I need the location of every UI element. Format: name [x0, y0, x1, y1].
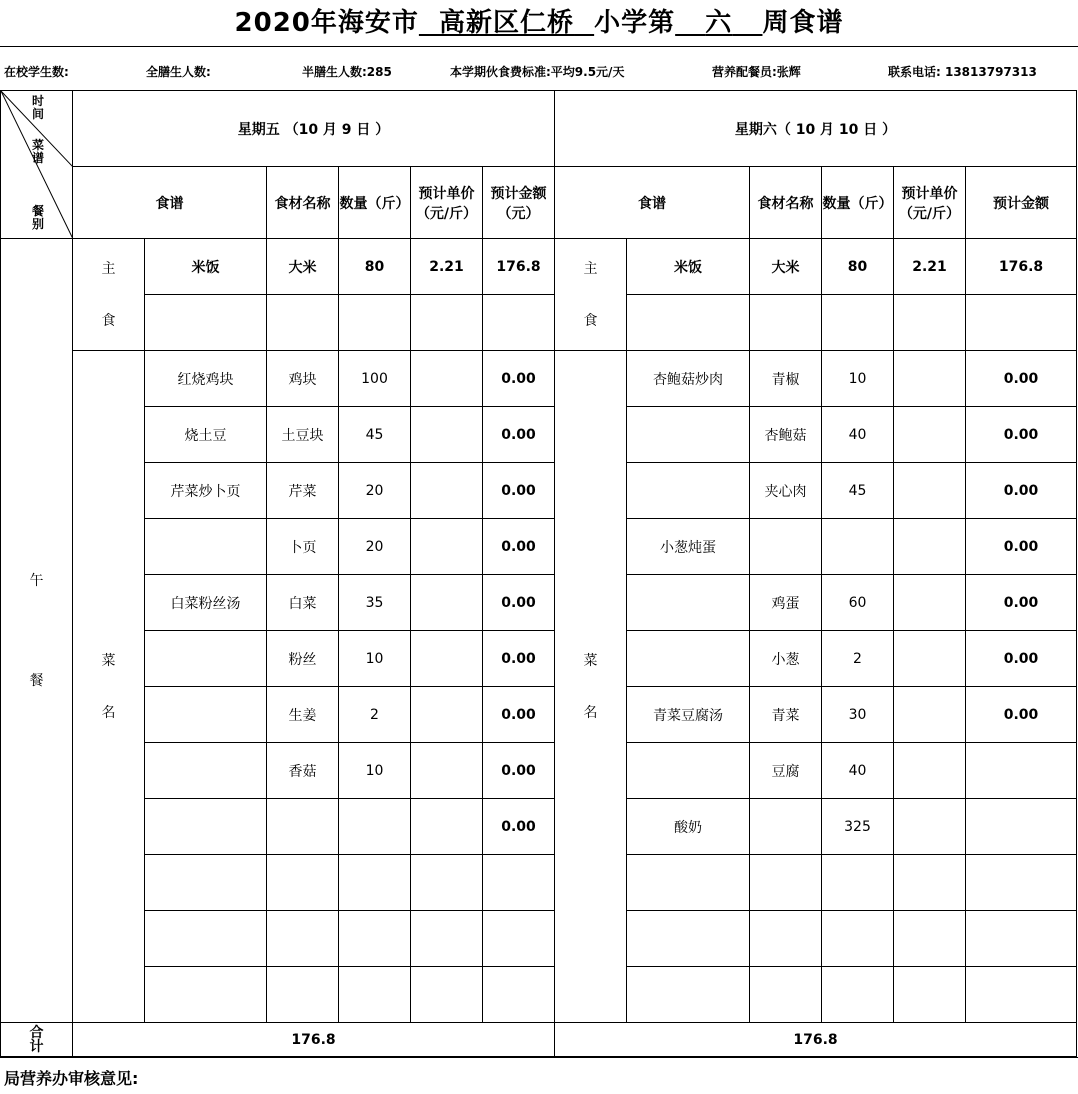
- dish-name: 白菜粉丝汤: [145, 575, 267, 631]
- unit-price: [411, 351, 483, 407]
- staple-label-day1-char: 食: [101, 312, 116, 329]
- amount: 0.00: [483, 407, 555, 463]
- total-label-char: 合: [29, 1024, 44, 1041]
- dishes-label-day1-char: 菜: [101, 652, 116, 669]
- unit-price: [411, 967, 483, 1023]
- amount: 0.00: [966, 407, 1077, 463]
- unit-price: [411, 463, 483, 519]
- dish-row: [1, 799, 1077, 855]
- staple-dish: 米饭: [145, 239, 267, 295]
- ingredient-name: 粉丝: [267, 631, 339, 687]
- ingredient-name: 青菜: [750, 687, 822, 743]
- amount: [966, 743, 1077, 799]
- dish-row: [1, 463, 1077, 519]
- ingredient-name: [267, 911, 339, 967]
- staple-label-day1: [73, 239, 145, 351]
- amount: 0.00: [483, 519, 555, 575]
- quantity: 40: [822, 743, 894, 799]
- amount: [483, 855, 555, 911]
- info-dietitian: 营养配餐员:张辉: [712, 65, 801, 79]
- dish-row: [1, 519, 1077, 575]
- staple-label-day2-char: 主: [583, 260, 598, 277]
- unit-price: [411, 855, 483, 911]
- day2-date: 星期六（ 10 月 10 日 ）: [555, 91, 1077, 167]
- title-suffix: 周食谱: [762, 8, 844, 38]
- title-school: 小学第: [594, 8, 676, 38]
- staple-row: [1, 239, 1077, 295]
- staple-ingredient: 大米: [750, 239, 822, 295]
- unit-price: [411, 407, 483, 463]
- staple-amount: 176.8: [966, 239, 1077, 295]
- dish-row: [1, 407, 1077, 463]
- amount: 0.00: [966, 351, 1077, 407]
- amount: 0.00: [483, 799, 555, 855]
- dish-row: [1, 687, 1077, 743]
- dish-name: [627, 463, 750, 519]
- quantity: [822, 967, 894, 1023]
- staple-qty: 80: [822, 239, 894, 295]
- ingredient-name: [267, 799, 339, 855]
- quantity: [822, 855, 894, 911]
- dish-name: [627, 631, 750, 687]
- unit-price: [894, 575, 966, 631]
- menu-table: [0, 90, 1077, 1057]
- dish-name: 红烧鸡块: [145, 351, 267, 407]
- dish-name: 小葱炖蛋: [627, 519, 750, 575]
- empty-cell: [822, 295, 894, 351]
- amount: [483, 911, 555, 967]
- dish-row: [1, 575, 1077, 631]
- quantity: 2: [339, 687, 411, 743]
- day1-header-amount: 预计金额（元）: [483, 167, 555, 239]
- ingredient-name: [750, 519, 822, 575]
- empty-cell: [627, 295, 750, 351]
- ingredient-name: 鸡蛋: [750, 575, 822, 631]
- quantity: [822, 519, 894, 575]
- dish-name: [627, 575, 750, 631]
- day1-header-price: 预计单价（元/斤）: [411, 167, 483, 239]
- info-bar: [0, 46, 1078, 91]
- info-phone: 联系电话: 13813797313: [888, 65, 1037, 79]
- quantity: 35: [339, 575, 411, 631]
- unit-price: [411, 799, 483, 855]
- ingredient-name: 白菜: [267, 575, 339, 631]
- lunch-label-char: 午: [29, 572, 44, 589]
- ingredient-name: 夹心肉: [750, 463, 822, 519]
- info-full-boarding: 全膳生人数:: [146, 65, 211, 79]
- dish-name: [627, 911, 750, 967]
- unit-price: [894, 743, 966, 799]
- day2-header-price: 预计单价（元/斤）: [894, 167, 966, 239]
- dish-name: [145, 967, 267, 1023]
- staple-amount: 176.8: [483, 239, 555, 295]
- ingredient-name: 香菇: [267, 743, 339, 799]
- amount: 0.00: [966, 519, 1077, 575]
- dish-name: 杏鲍菇炒肉: [627, 351, 750, 407]
- dish-name: 烧土豆: [145, 407, 267, 463]
- dish-row: [1, 631, 1077, 687]
- quantity: 2: [822, 631, 894, 687]
- amount: 0.00: [483, 575, 555, 631]
- staple-label-day2: [555, 239, 627, 351]
- quantity: 20: [339, 463, 411, 519]
- amount: 0.00: [966, 463, 1077, 519]
- total-label: [1, 1023, 73, 1057]
- dish-name: [145, 519, 267, 575]
- dishes-label-day2: [555, 351, 627, 1023]
- empty-cell: [894, 295, 966, 351]
- dishes-label-day2-char: 菜: [583, 652, 598, 669]
- staple-label-day2-char: 食: [583, 312, 598, 329]
- amount: [966, 855, 1077, 911]
- ingredient-name: [750, 855, 822, 911]
- lunch-label-char: 餐: [29, 672, 44, 689]
- staple-ingredient: 大米: [267, 239, 339, 295]
- quantity: 10: [339, 743, 411, 799]
- quantity: 30: [822, 687, 894, 743]
- title-district: 高新区仁桥: [439, 8, 575, 38]
- quantity: 45: [822, 463, 894, 519]
- unit-price: [411, 911, 483, 967]
- quantity: 60: [822, 575, 894, 631]
- ingredient-name: [267, 855, 339, 911]
- amount: 0.00: [966, 631, 1077, 687]
- ingredient-name: 杏鲍菇: [750, 407, 822, 463]
- corner-menu-label: 菜谱: [31, 138, 44, 165]
- dishes-label-day1: [73, 351, 145, 1023]
- unit-price: [411, 631, 483, 687]
- dishes-label-day2-char: 名: [583, 704, 598, 721]
- corner-header: [1, 91, 73, 239]
- dish-name: [145, 911, 267, 967]
- ingredient-name: [750, 799, 822, 855]
- empty-cell: [750, 295, 822, 351]
- day1-header-qty: 数量（斤）: [339, 167, 411, 239]
- amount: 0.00: [966, 575, 1077, 631]
- ingredient-name: [267, 967, 339, 1023]
- total-label-char: 计: [29, 1038, 44, 1055]
- dish-name: 芹菜炒卜页: [145, 463, 267, 519]
- amount: 0.00: [966, 687, 1077, 743]
- dish-row: [1, 967, 1077, 1023]
- amount: 0.00: [483, 351, 555, 407]
- empty-cell: [145, 295, 267, 351]
- unit-price: [894, 799, 966, 855]
- ingredient-name: 生姜: [267, 687, 339, 743]
- quantity: 45: [339, 407, 411, 463]
- amount: [966, 967, 1077, 1023]
- ingredient-name: 土豆块: [267, 407, 339, 463]
- quantity: [339, 855, 411, 911]
- title-year: 2020年海安市: [234, 8, 419, 38]
- info-students: 在校学生数:: [4, 65, 69, 79]
- dish-name: [145, 687, 267, 743]
- day2-total: 176.8: [555, 1023, 1077, 1057]
- day1-header-ingredient: 食材名称: [267, 167, 339, 239]
- unit-price: [894, 631, 966, 687]
- empty-cell: [411, 295, 483, 351]
- corner-time-label: 时间: [31, 94, 44, 121]
- unit-price: [894, 407, 966, 463]
- ingredient-name: [750, 967, 822, 1023]
- amount: [966, 911, 1077, 967]
- dish-name: [627, 967, 750, 1023]
- staple-qty: 80: [339, 239, 411, 295]
- unit-price: [894, 463, 966, 519]
- amount: [483, 967, 555, 1023]
- quantity: 325: [822, 799, 894, 855]
- quantity: [822, 911, 894, 967]
- empty-cell: [483, 295, 555, 351]
- dish-name: [145, 631, 267, 687]
- quantity: 10: [339, 631, 411, 687]
- info-standard: 本学期伙食费标准:平均9.5元/天: [450, 65, 625, 79]
- dish-name: [145, 799, 267, 855]
- amount: [966, 799, 1077, 855]
- unit-price: [411, 519, 483, 575]
- info-half-boarding: 半膳生人数:285: [302, 65, 392, 79]
- total-row: [1, 1023, 1077, 1057]
- day1-header-menu: 食谱: [73, 167, 267, 239]
- review-label: 局营养办审核意见:: [4, 1069, 139, 1088]
- unit-price: [411, 575, 483, 631]
- amount: 0.00: [483, 631, 555, 687]
- dish-name: [627, 855, 750, 911]
- dish-row: [1, 743, 1077, 799]
- quantity: 100: [339, 351, 411, 407]
- unit-price: [894, 911, 966, 967]
- staple-price: 2.21: [411, 239, 483, 295]
- quantity: [339, 967, 411, 1023]
- quantity: 40: [822, 407, 894, 463]
- dish-row: [1, 351, 1077, 407]
- day1-total: 176.8: [73, 1023, 555, 1057]
- unit-price: [411, 743, 483, 799]
- dish-name: [627, 407, 750, 463]
- ingredient-name: 卜页: [267, 519, 339, 575]
- day2-header-qty: 数量（斤）: [822, 167, 894, 239]
- amount: 0.00: [483, 687, 555, 743]
- dishes-label-day1-char: 名: [101, 704, 116, 721]
- empty-cell: [966, 295, 1077, 351]
- dish-row: [1, 911, 1077, 967]
- amount: 0.00: [483, 463, 555, 519]
- unit-price: [894, 855, 966, 911]
- quantity: 20: [339, 519, 411, 575]
- staple-row: [1, 295, 1077, 351]
- unit-price: [411, 687, 483, 743]
- ingredient-name: [750, 911, 822, 967]
- dish-name: [145, 855, 267, 911]
- ingredient-name: 青椒: [750, 351, 822, 407]
- quantity: [339, 799, 411, 855]
- empty-cell: [267, 295, 339, 351]
- day2-header-menu: 食谱: [555, 167, 750, 239]
- day1-date: 星期五 （10 月 9 日 ）: [73, 91, 555, 167]
- staple-dish: 米饭: [627, 239, 750, 295]
- dish-name: 青菜豆腐汤: [627, 687, 750, 743]
- day2-header-amount: 预计金额: [966, 167, 1077, 239]
- day2-header-ingredient: 食材名称: [750, 167, 822, 239]
- dish-name: [145, 743, 267, 799]
- quantity: 10: [822, 351, 894, 407]
- page-title: [0, 0, 1078, 46]
- ingredient-name: 鸡块: [267, 351, 339, 407]
- staple-label-day1-char: 主: [101, 260, 116, 277]
- quantity: [339, 911, 411, 967]
- lunch-label: [1, 239, 73, 1023]
- ingredient-name: 芹菜: [267, 463, 339, 519]
- dish-row: [1, 855, 1077, 911]
- ingredient-name: 豆腐: [750, 743, 822, 799]
- title-week: 六: [705, 8, 733, 38]
- unit-price: [894, 519, 966, 575]
- dish-name: [627, 743, 750, 799]
- ingredient-name: 小葱: [750, 631, 822, 687]
- amount: 0.00: [483, 743, 555, 799]
- unit-price: [894, 967, 966, 1023]
- unit-price: [894, 351, 966, 407]
- corner-meal-label: 餐别: [31, 204, 44, 231]
- review-footer: [0, 1057, 1078, 1094]
- dish-name: 酸奶: [627, 799, 750, 855]
- unit-price: [894, 687, 966, 743]
- empty-cell: [339, 295, 411, 351]
- staple-price: 2.21: [894, 239, 966, 295]
